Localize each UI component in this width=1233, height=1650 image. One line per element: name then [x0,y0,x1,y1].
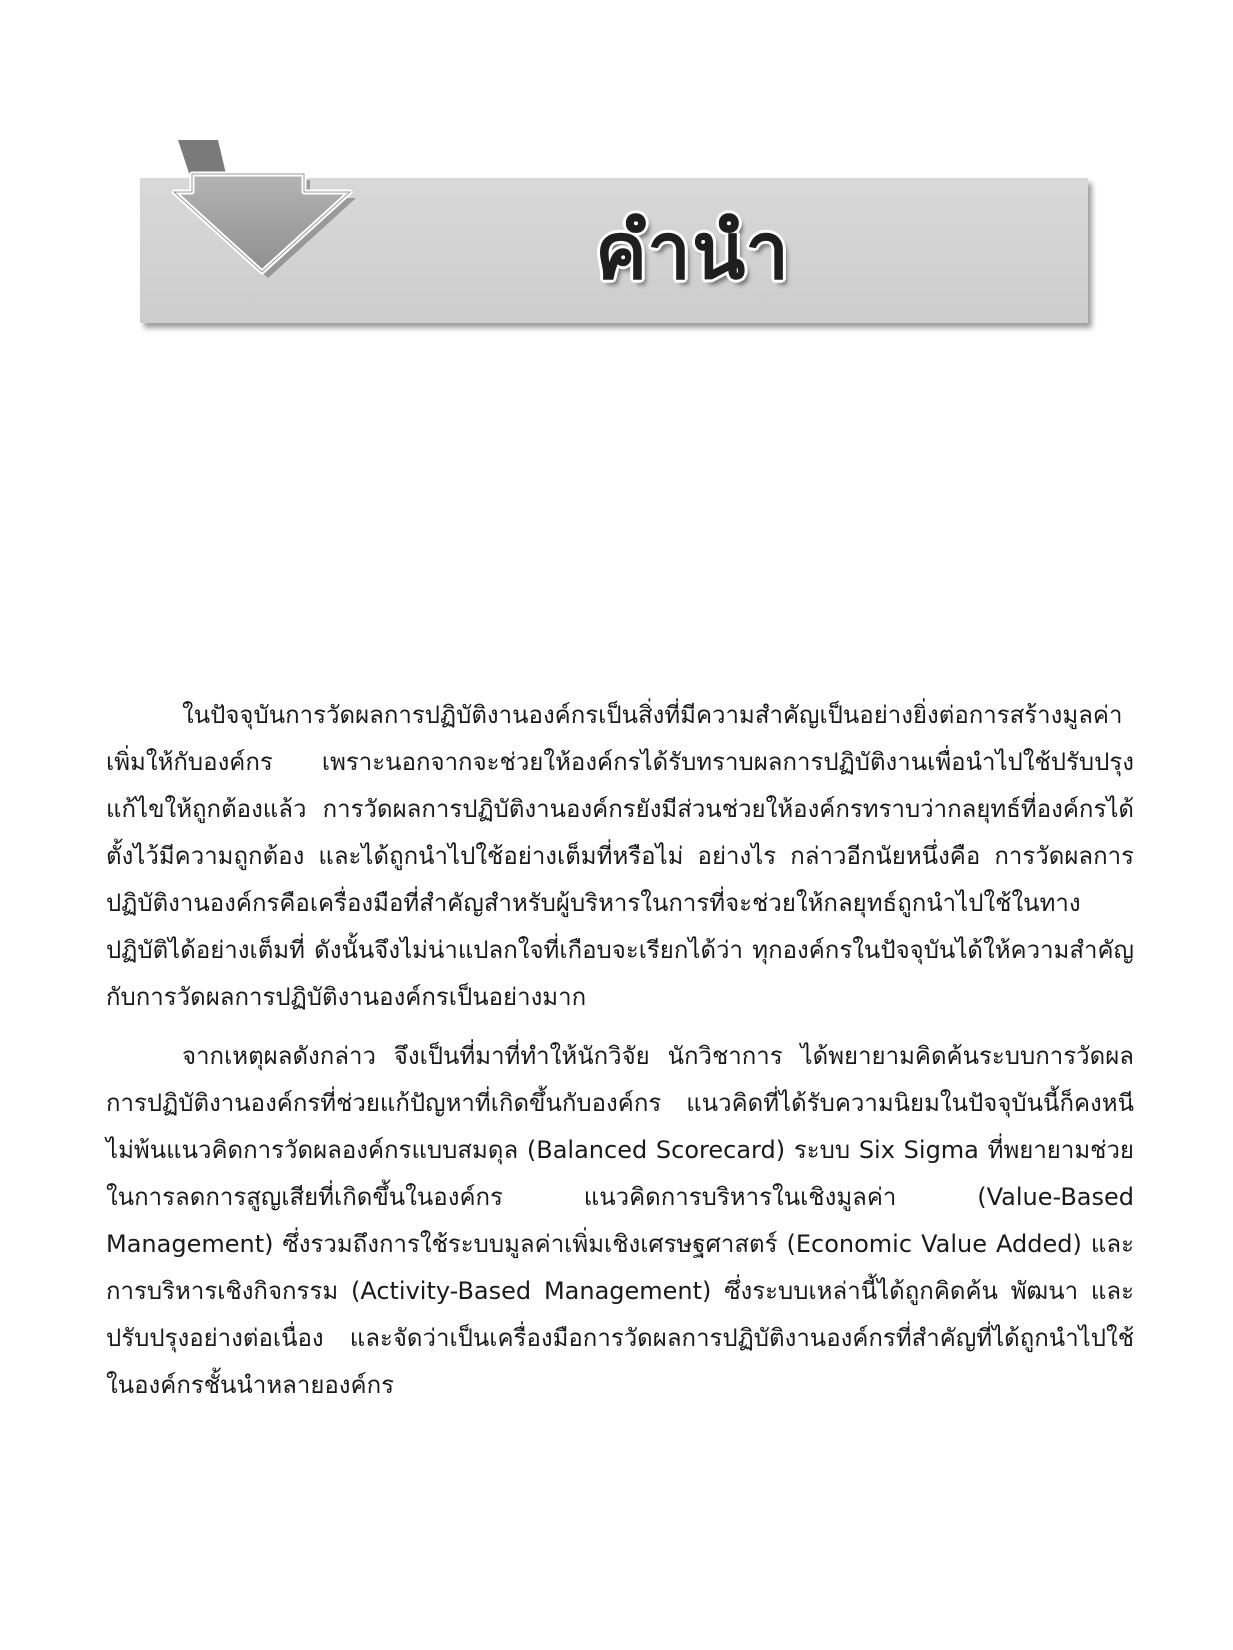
paragraph-2: จากเหตุผลดังกล่าว จึงเป็นที่มาที่ทำให้นักวิจัย นักวิชาการ ได้พยายามคิดค้นระบบการวัดผลการปฏิบัติงานองค์กรที่ช่วยแก้ปัญหาที่เกิดขึ้นกับองค์กร แนวคิดที่ได้รับความนิยมในปัจจุบันนี้ก็คงหนีไม่พ้นแนวคิดการวัดผลองค์กรแบบสมดุล (Balanced Scorecard) ระบบ Six Sigma ที่พยายามช่วยในการลดการสูญเสียที่เกิดขึ้นในองค์กร แนวคิดการบริหารในเชิงมูลค่า (Value-Based Management) ซึ่งรวมถึงการใช้ระบบมูลค่าเพิ่มเชิงเศรษฐศาสตร์ (Economic Value Added) และการบริหารเชิงกิจกรรม (Activity-Based Management) ซึ่งระบบเหล่านี้ได้ถูกคิดค้น พัฒนา และปรับปรุงอย่างต่อเนื่อง และจัดว่าเป็นเครื่องมือการวัดผลการปฏิบัติงานองค์กรที่สำคัญที่ได้ถูกนำไปใช้ในองค์กรชั้นนำหลายองค์กร [106,1042,1134,1399]
paragraph-1: ในปัจจุบันการวัดผลการปฏิบัติงานองค์กรเป็นสิ่งที่มีความสำคัญเป็นอย่างยิ่งต่อการสร้างมูลค่าเพิ่มให้กับองค์กร เพราะนอกจากจะช่วยให้องค์กรได้รับทราบผลการปฏิบัติงานเพื่อนำไปใช้ปรับปรุงแก้ไขให้ถูกต้องแล้ว การวัดผลการปฏิบัติงานองค์กรยังมีส่วนช่วยให้องค์กรทราบว่ากลยุทธ์ที่องค์กรได้ตั้งไว้มีความถูกต้อง และได้ถูกนำไปใช้อย่างเต็มที่หรือไม่ อย่างไร กล่าวอีกนัยหนึ่งคือ การวัดผลการปฏิบัติงานองค์กรคือเครื่องมือที่สำคัญสำหรับผู้บริหารในการที่จะช่วยให้กลยุทธ์ถูกนำไปใช้ในทางปฏิบัติได้อย่างเต็มที่ ดังนั้นจึงไม่น่าแปลกใจที่เกือบจะเรียกได้ว่า ทุกองค์กรในปัจจุบันได้ให้ความสำคัญกับการวัดผลการปฏิบัติงานองค์กรเป็นอย่างมาก [106,701,1134,1011]
body-text [106,692,1134,1421]
page-title: คำนำ [595,206,791,297]
